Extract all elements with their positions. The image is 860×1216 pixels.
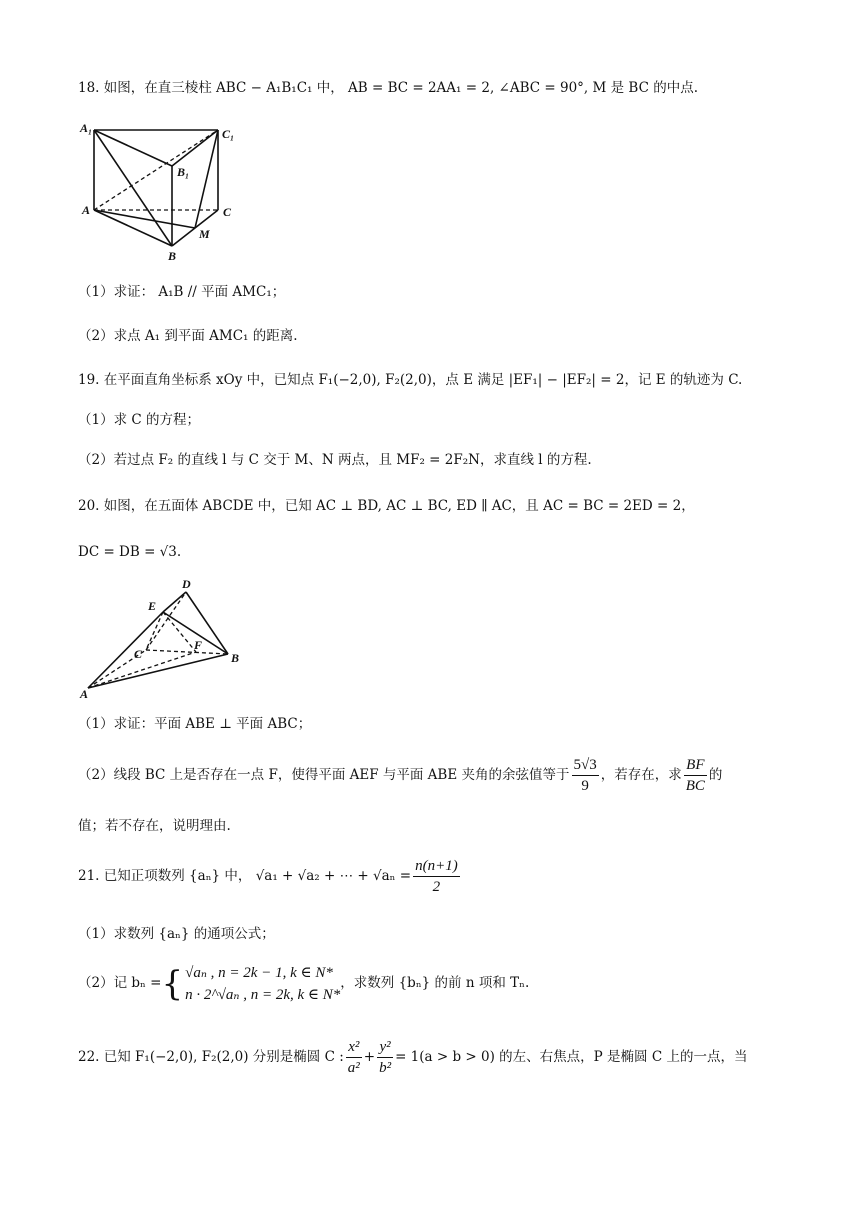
ellipse-x-den: a²	[347, 1060, 360, 1076]
label-a: A	[80, 687, 89, 700]
ratio-fraction	[684, 755, 707, 796]
q21-sum-fraction	[413, 856, 460, 897]
edge-ec-hidden	[146, 612, 163, 650]
q22-stem-pre: 22. 已知 F₁(−2,0), F₂(2,0) 分别是椭圆 C :	[78, 1049, 344, 1065]
edge-ef-hidden	[163, 612, 196, 652]
case-odd: √aₙ , n = 2k − 1, k ∈ N*	[185, 964, 333, 981]
label-c: C	[223, 205, 232, 219]
q21-part2-post: ，求数列 {bₙ} 的前 n 项和 Tₙ.	[340, 975, 530, 991]
pentahedron-figure	[78, 576, 248, 700]
label-a1: A₁	[80, 121, 93, 135]
q18-part2: （2）求点 A₁ 到平面 AMC₁ 的距离.	[78, 328, 298, 344]
label-c1: C₁	[222, 127, 235, 141]
edge-am	[94, 210, 195, 228]
q21-part1: （1）求数列 {aₙ} 的通项公式；	[78, 926, 275, 942]
edge-ac1-hidden	[94, 130, 218, 210]
q19-part1: （1）求 C 的方程；	[78, 412, 201, 428]
ellipse-plus: +	[363, 1049, 376, 1065]
q21-sum-num: n(n+1)	[413, 856, 460, 877]
q20-part2-text-a: （2）线段 BC 上是否存在一点 F，使得平面 AEF 与平面 ABE 夹角的余弦值等于	[78, 767, 570, 783]
q20-stem-line2: DC = DB = √3.	[78, 544, 182, 560]
q20-part2-end: 值；若不存在，说明理由.	[78, 818, 231, 834]
ellipse-y-num: y²	[377, 1037, 393, 1058]
q21-part2	[78, 958, 529, 1008]
q21-stem-text: 21. 已知正项数列 {aₙ} 中， √a₁ + √a₂ + ⋯ + √aₙ =	[78, 868, 412, 884]
cosine-fraction-num: 5√3	[572, 755, 599, 776]
cases-brace: {	[161, 963, 184, 1004]
q20-part2	[78, 752, 722, 798]
q18-part1: （1）求证： A₁B // 平面 AMC₁；	[78, 284, 286, 300]
q20-part1: （1）求证：平面 ABE ⊥ 平面 ABC；	[78, 716, 312, 732]
q21-sum-den: 2	[432, 879, 441, 895]
q21-part2-pre: （2）记 bₙ =	[78, 975, 162, 991]
label-b1: B₁	[177, 165, 190, 179]
label-b: B	[231, 651, 240, 665]
piecewise-cases	[185, 962, 340, 1006]
label-c: C	[134, 647, 143, 661]
edge-ab	[88, 654, 228, 688]
q22-stem	[78, 1034, 747, 1080]
cosine-fraction-den: 9	[581, 778, 589, 794]
q18-stem: 18. 如图，在直三棱柱 ABC − A₁B₁C₁ 中， AB = BC = 2AA₁ = 2, ∠ABC = 90°, M 是 BC 的中点.	[78, 80, 698, 96]
edge-ea	[88, 612, 163, 688]
ratio-fraction-den: BC	[685, 778, 705, 794]
q19-stem: 19. 在平面直角坐标系 xOy 中，已知点 F₁(−2,0), F₂(2,0)，点 E 满足 |EF₁| − |EF₂| = 2，记 E 的轨迹为 C.	[78, 372, 743, 388]
ellipse-y-term	[377, 1037, 393, 1078]
q20-part2-text-b: ，若存在，求	[600, 767, 682, 783]
case-even: n · 2^√aₙ , n = 2k, k ∈ N*	[185, 986, 341, 1003]
label-e: E	[148, 599, 157, 613]
label-f: F	[194, 638, 203, 652]
label-d: D	[182, 577, 191, 591]
prism-figure	[76, 118, 246, 264]
ellipse-x-num: x²	[346, 1037, 362, 1058]
q20-part2-text-c: 的	[708, 767, 723, 783]
q21-stem	[78, 854, 462, 898]
label-a: A	[82, 203, 91, 217]
q22-stem-post: = 1(a > b > 0) 的左、右焦点，P 是椭圆 C 上的一点，当	[395, 1049, 748, 1065]
ratio-fraction-num: BF	[684, 755, 707, 776]
ellipse-x-term	[346, 1037, 362, 1078]
edge-cb-hidden	[146, 650, 228, 654]
q20-stem-line1: 20. 如图，在五面体 ABCDE 中，已知 AC ⊥ BD, AC ⊥ BC, ED ∥ AC，且 AC = BC = 2ED = 2，	[78, 498, 695, 514]
q19-part2: （2）若过点 F₂ 的直线 l 与 C 交于 M、N 两点，且 MF₂ = 2F₂N，求直线 l 的方程.	[78, 452, 592, 468]
label-m: M	[199, 227, 210, 241]
ellipse-y-den: b²	[379, 1060, 392, 1076]
edge-db	[186, 592, 228, 654]
cosine-fraction	[572, 755, 599, 796]
label-b: B	[168, 249, 177, 263]
